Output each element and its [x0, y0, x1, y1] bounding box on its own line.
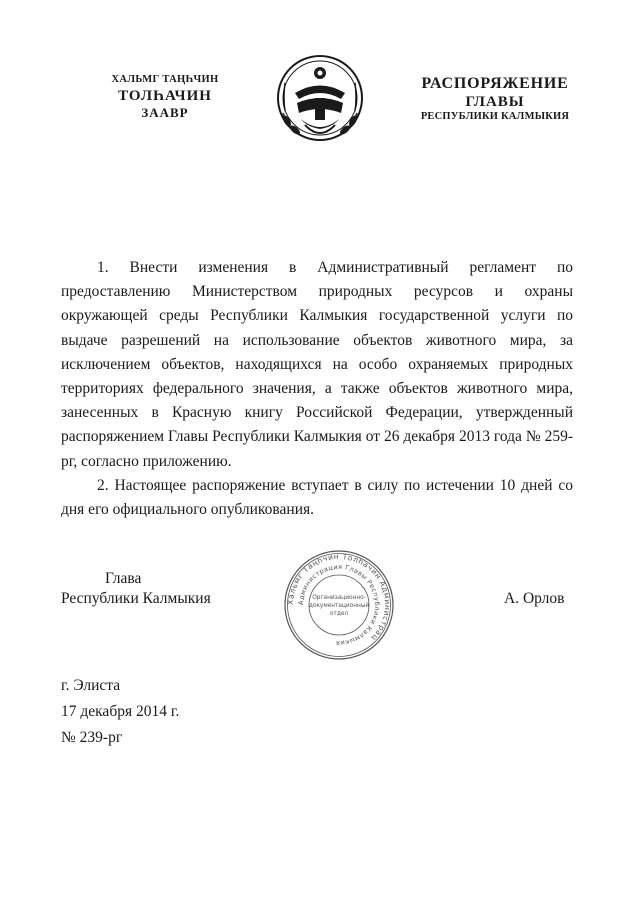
official-stamp — [283, 549, 395, 661]
paragraph-1: 1. Внести изменения в Административный регламент по предоставлению Министерством природных ресурсов и охраны окружающей среды Республики Калмыкия государственной услуги по выдаче разрешений на использование объектов животного мира, за исключением объектов, находящихся на особо охраняемых природных территориях федерального значения, а также объектов животного мира, занесенных в Красную книгу Российской Федерации, утвержденный распоряжением Главы Республики Калмыкия от 26 декабря 2013 года № 259-рг, согласно приложению. — [61, 259, 573, 470]
issue-date: 17 декабря 2014 г. — [61, 703, 180, 720]
signatory-name: А. Орлов — [504, 590, 565, 607]
stamp-inner-text: Администрация Главы Республики Калмыкия — [296, 562, 382, 648]
signatory-title — [61, 569, 211, 609]
stamp-center-line3: отдел — [329, 611, 349, 617]
issue-city: г. Элиста — [61, 677, 121, 694]
stamp-outer-text: Хальмг Таңһчин Толһачин Администрац — [285, 551, 393, 643]
order-body — [61, 256, 573, 522]
header-left-line3: ЗААВР — [141, 104, 189, 120]
stamp-center-line2: документационный — [308, 603, 370, 609]
header-left-line1: ХАЛЬМГ ТАҢҺЧИН — [111, 74, 219, 85]
stamp-center-line1: Организационно- — [312, 595, 366, 601]
signatory-title-line2: Республики Калмыкия — [61, 590, 211, 607]
header-russian-title — [395, 74, 595, 124]
header-kalmyk-title — [105, 74, 225, 120]
kalmykia-emblem-icon — [275, 53, 365, 143]
document-number: № 239-рг — [61, 729, 123, 746]
paragraph-2: 2. Настоящее распоряжение вступает в силу по истечении 10 дней со дня его официального опубликования. — [61, 476, 573, 519]
header-right-line3: РЕСПУБЛИКИ КАЛМЫКИЯ — [420, 111, 570, 123]
header-left-line2: ТОЛҺАЧИН — [118, 87, 212, 104]
header-right-line1: РАСПОРЯЖЕНИЕ — [421, 75, 569, 92]
header-right-line2: ГЛАВЫ — [465, 94, 525, 111]
signatory-title-line1: Глава — [105, 570, 142, 587]
document-footer — [61, 673, 179, 751]
